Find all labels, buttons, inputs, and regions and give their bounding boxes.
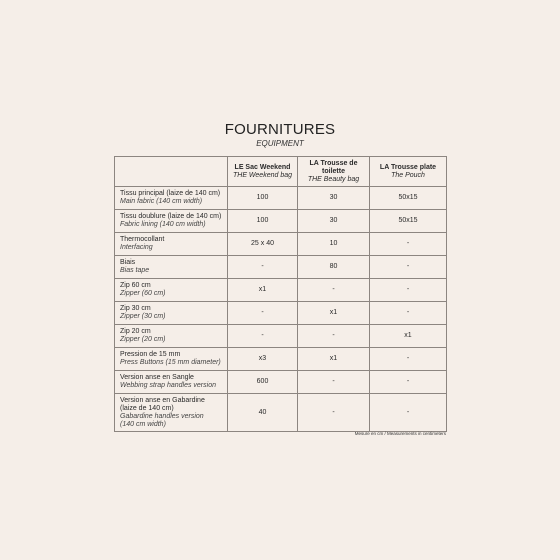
row-label-cell: [115, 279, 228, 302]
row-label-fr: Biais: [120, 259, 136, 266]
table-row: [115, 325, 447, 348]
page-subtitle: EQUIPMENT: [256, 139, 304, 148]
row-label-en: Fabric lining (140 cm width): [120, 221, 206, 228]
table-row: [115, 394, 447, 432]
table-row: [115, 210, 447, 233]
quantity-cell: 40: [228, 394, 298, 432]
row-label-en: Zipper (60 cm): [120, 290, 166, 297]
column-header-fr: LE Sac Weekend: [234, 163, 291, 171]
quantity-cell: 100: [228, 210, 298, 233]
table-row: [115, 233, 447, 256]
column-header-en: THE Beauty bag: [307, 175, 360, 183]
quantity-cell: 50x15: [370, 187, 447, 210]
row-label-en: Gabardine handles version: [120, 412, 204, 420]
quantity-cell: -: [370, 256, 447, 279]
row-label-cell: [115, 302, 228, 325]
row-label-en: Main fabric (140 cm width): [120, 198, 203, 205]
quantity-cell: -: [370, 279, 447, 302]
quantity-cell: -: [370, 348, 447, 371]
table-row: [115, 371, 447, 394]
row-label-cell: [115, 371, 228, 394]
quantity-cell: 600: [228, 371, 298, 394]
quantity-cell: x3: [228, 348, 298, 371]
column-header-en: The Pouch: [391, 171, 425, 179]
table-row: [115, 279, 447, 302]
quantity-cell: x1: [370, 325, 447, 348]
quantity-cell: x1: [228, 279, 298, 302]
column-header-en: THE Weekend bag: [232, 171, 292, 179]
row-label-fr: Zip 20 cm: [120, 328, 151, 335]
header-empty-cell: [115, 157, 228, 187]
table-row: [115, 256, 447, 279]
column-header-fr: LA Trousse plate: [379, 163, 437, 171]
row-label-en: Webbing strap handles version: [120, 382, 216, 389]
row-label-cell: [115, 233, 228, 256]
units-footnote: Mesure en cm / Measurements in centimeters: [354, 431, 446, 436]
row-label-en: Zipper (30 cm): [120, 313, 166, 320]
column-header-pouch: [370, 157, 447, 187]
row-label-cell: [115, 256, 228, 279]
quantity-cell: -: [370, 394, 447, 432]
page-title: FOURNITURES: [224, 121, 336, 138]
quantity-cell: 30: [298, 187, 370, 210]
quantity-cell: -: [298, 279, 370, 302]
row-label-fr: Pression de 15 mm: [120, 351, 181, 358]
row-label-cell: [115, 394, 228, 432]
quantity-cell: -: [298, 371, 370, 394]
quantity-cell: x1: [298, 302, 370, 325]
quantity-cell: 100: [228, 187, 298, 210]
quantity-cell: -: [370, 371, 447, 394]
row-label-fr: Tissu principal (laize de 140 cm): [120, 190, 221, 197]
row-label-en: (140 cm width): [120, 420, 166, 428]
quantity-cell: 50x15: [370, 210, 447, 233]
table-row: [115, 302, 447, 325]
quantity-cell: 30: [298, 210, 370, 233]
table-row: [115, 348, 447, 371]
quantity-cell: 25 x 40: [228, 233, 298, 256]
header-row: [115, 157, 447, 187]
quantity-cell: -: [370, 233, 447, 256]
table-row: [115, 187, 447, 210]
quantity-cell: x1: [298, 348, 370, 371]
row-label-fr: Version anse en Gabardine: [120, 396, 205, 404]
row-label-en: Press Buttons (15 mm diameter): [120, 359, 221, 366]
column-header-fr: LA Trousse de toilette: [309, 159, 358, 175]
row-label-fr: Tissu doublure (laize de 140 cm): [120, 213, 222, 220]
quantity-cell: -: [228, 256, 298, 279]
quantity-cell: -: [298, 394, 370, 432]
row-label-cell: [115, 348, 228, 371]
row-label-en: Zipper (20 cm): [120, 336, 166, 343]
row-label-fr: Zip 30 cm: [120, 305, 151, 312]
row-label-cell: [115, 210, 228, 233]
row-label-en: Interfacing: [120, 244, 153, 251]
row-label-fr: Thermocollant: [120, 236, 165, 243]
row-label-fr: Zip 60 cm: [120, 282, 151, 289]
row-label-cell: [115, 187, 228, 210]
row-label-fr: Version anse en Sangle: [120, 374, 194, 381]
row-label-cell: [115, 325, 228, 348]
row-label-fr: (laize de 140 cm): [120, 404, 174, 412]
supplies-table: [114, 156, 447, 432]
row-label-en: Bias tape: [120, 267, 150, 274]
column-header-weekend-bag: [228, 157, 298, 187]
quantity-cell: 10: [298, 233, 370, 256]
quantity-cell: -: [228, 325, 298, 348]
quantity-cell: -: [370, 302, 447, 325]
column-header-beauty-bag: [298, 157, 370, 187]
quantity-cell: -: [228, 302, 298, 325]
quantity-cell: -: [298, 325, 370, 348]
quantity-cell: 80: [298, 256, 370, 279]
